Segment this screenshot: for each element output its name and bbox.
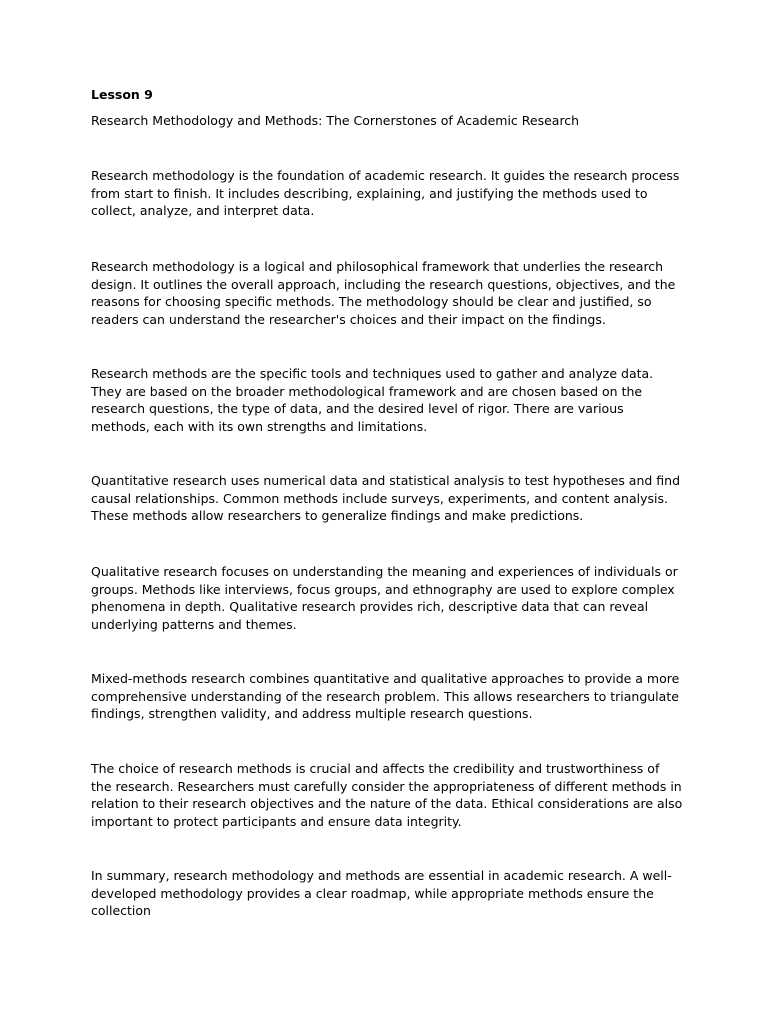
document-page [91, 86, 683, 919]
paragraph-2: Research methodology is a logical and philosophical framework that underlies the research design. It outlines the overall approach, including the research questions, objectives, and the reasons for choosing specific methods. The methodology should be clear and justified, so readers can understand the researcher's choices and their impact on the findings. [91, 259, 676, 327]
paragraph-8: In summary, research methodology and methods are essential in academic research. A well-developed methodology provides a clear roadmap, while appropriate methods ensure the collection [91, 868, 672, 919]
paragraph-3: Research methods are the specific tools and techniques used to gather and analyze data. They are based on the broader methodological framework and are chosen based on the research questions, the type of data, and the desired level of rigor. There are various methods, each with its own strengths and limitations. [91, 366, 654, 434]
paragraph-7: The choice of research methods is crucial and affects the credibility and trustworthiness of the research. Researchers must carefully consider the appropriateness of different methods in relation to their research objectives and the nature of the data. Ethical considerations are also important to protect participants and ensure data integrity. [91, 761, 683, 829]
paragraph-4: Quantitative research uses numerical data and statistical analysis to test hypotheses and find causal relationships. Common methods include surveys, experiments, and content analysis. These methods allow researchers to generalize findings and make predictions. [91, 473, 681, 524]
document-title: Research Methodology and Methods: The Cornerstones of Academic Research [91, 113, 580, 128]
paragraph-6: Mixed-methods research combines quantitative and qualitative approaches to provide a more comprehensive understanding of the research problem. This allows researchers to triangulate findings, strengthen validity, and address multiple research questions. [91, 671, 680, 722]
lesson-label: Lesson 9 [91, 87, 153, 102]
paragraph-5: Qualitative research focuses on understanding the meaning and experiences of individuals or groups. Methods like interviews, focus groups, and ethnography are used to explore complex phenomena in depth. Qualitative research provides rich, descriptive data that can reveal underlying patterns and themes. [91, 564, 678, 632]
paragraph-1: Research methodology is the foundation of academic research. It guides the research process from start to finish. It includes describing, explaining, and justifying the methods used to collect, analyze, and interpret data. [91, 168, 680, 219]
